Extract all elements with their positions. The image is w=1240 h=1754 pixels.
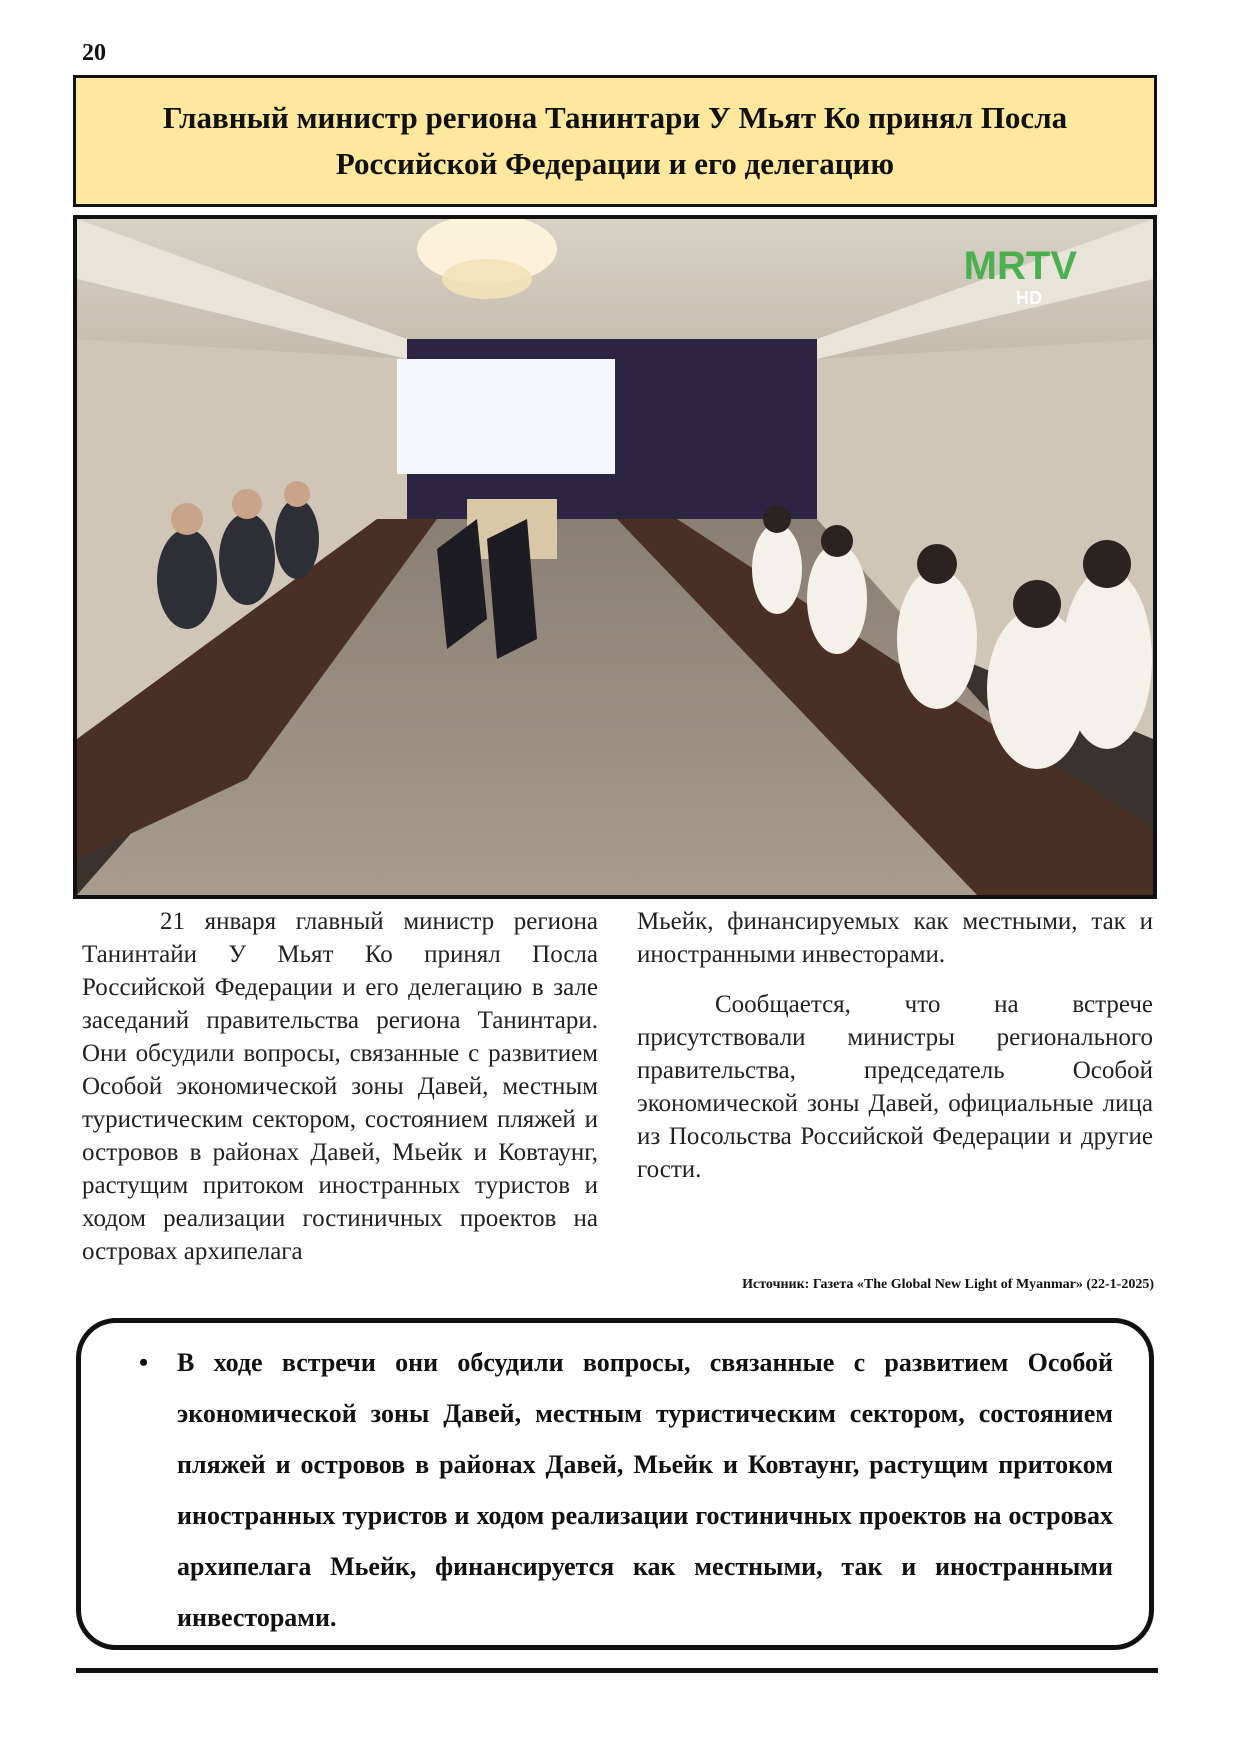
projection-screen: [397, 359, 615, 474]
meeting-photo: [73, 215, 1157, 899]
summary-box: [76, 1318, 1154, 1650]
summary-text: В ходе встречи они обсудили вопросы, связанные с развитием Особой экономической зоны Давей, местным туристическим сектором, состоянием пляжей и островов в районах Давей, Мьейк и Ковтаунг, растущим притоком иностранных туристов и ходом реализации гостиничных проектов на островах архипелага Мьейк, финансируется как местными, так и иностранными инвесторами.: [177, 1348, 1113, 1632]
source-credit: Источник: Газета «The Global New Light of Myanmar» (22-1-2025): [742, 1277, 1154, 1292]
article-paragraph-1-continued: Мьейк, финансируемых как местными, так и иностранными инвесторами.: [637, 908, 1153, 968]
summary-list: [137, 1337, 1113, 1643]
article-column-left: [82, 905, 598, 1268]
page-title: Главный министр региона Танинтари У Мьят Ко принял Посла Российской Федерации и его делегацию: [162, 100, 1068, 181]
footer-rule: [76, 1668, 1158, 1673]
summary-item: [139, 1337, 1113, 1643]
page-number: 20: [82, 40, 106, 66]
mrtv-watermark: MRTV: [963, 244, 1077, 288]
bullet-icon: •: [139, 1348, 149, 1377]
title-banner: [73, 75, 1157, 207]
meeting-room-illustration: [77, 219, 1153, 895]
article-paragraph-2: Сообщается, что на встрече присутствовали министры регионального правительства, председатель Особой экономической зоны Давей, официальные лица из Посольства Российской Федерации и другие гости.: [637, 991, 1153, 1183]
article-column-right: [637, 905, 1153, 1186]
article-paragraph-1: 21 января главный министр региона Танинтайи У Мьят Ко принял Посла Российской Федерации и его делегацию в зале заседаний правительства региона Танинтари. Они обсудили вопросы, связанные с развитием Особой экономической зоны Давей, местным туристическим сектором, состоянием пляжей и островов в районах Давей, Мьейк и Ковтаунг, растущим притоком иностранных туристов и ходом реализации гостиничных проектов на островах архипелага: [82, 908, 598, 1265]
hd-watermark: HD: [1016, 288, 1042, 308]
